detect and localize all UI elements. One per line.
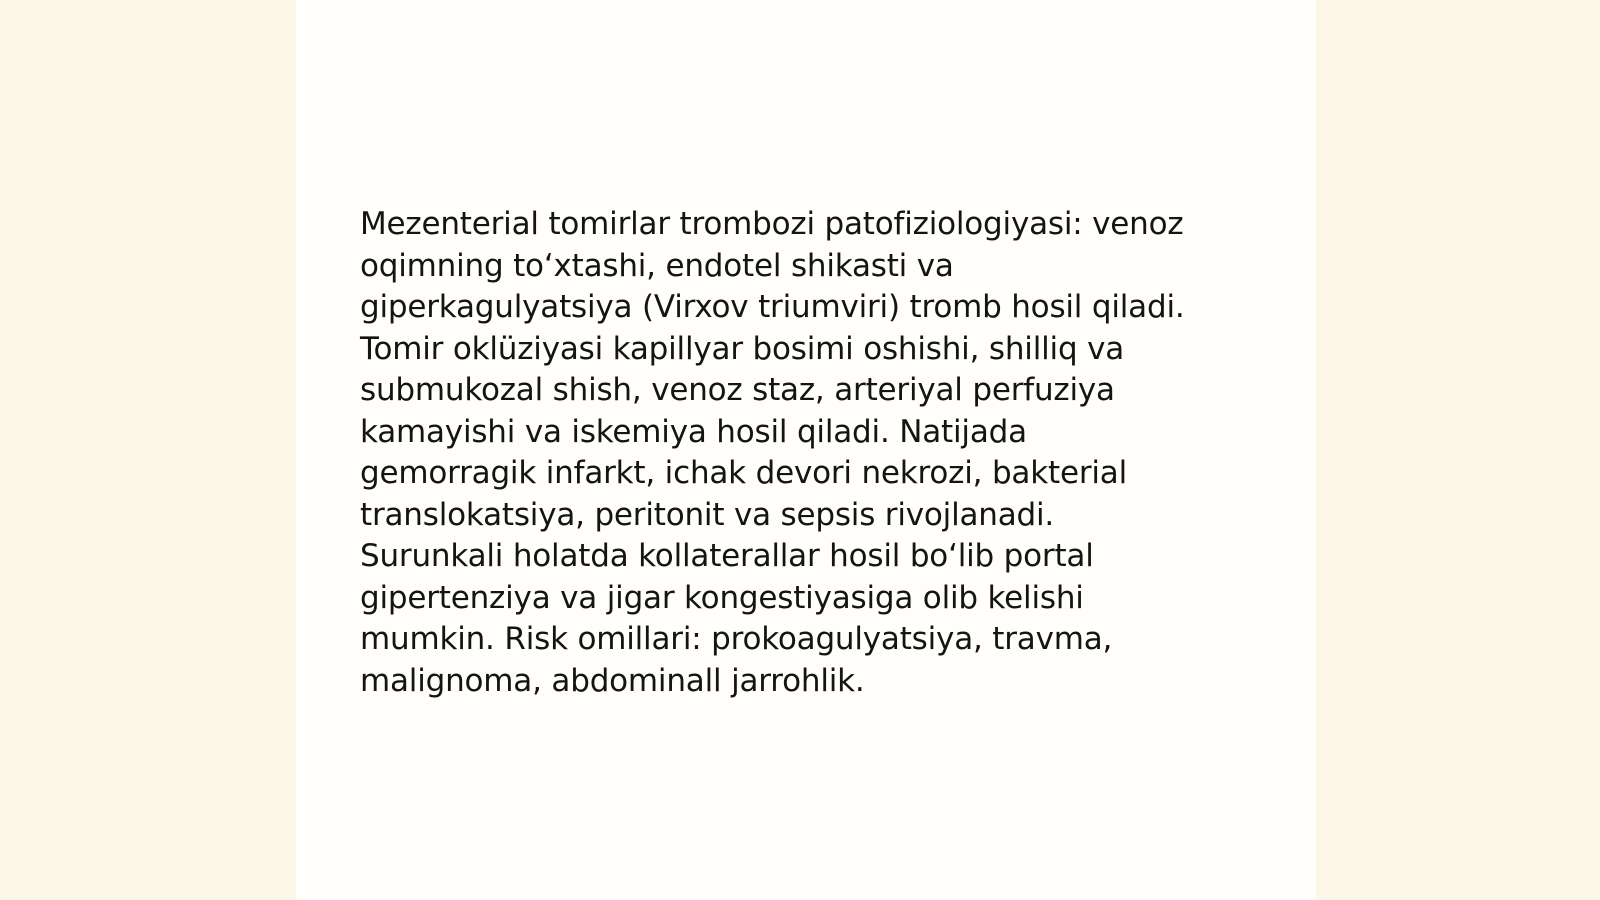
text-line: Surunkali holatda kollaterallar hosil bo‘lib portal [360,538,1094,574]
text-line: mumkin. Risk omillari: prokoagulyatsiya, travma, [360,621,1113,657]
text-line: gipertenziya va jigar kongestiyasiga olib kelishi [360,579,1084,616]
text-line: translokatsiya, peritonit va sepsis rivojlanadi. [360,496,1055,533]
document-page [296,0,1316,900]
text-line: gemorragik infarkt, ichak devori nekrozi, bakterial [360,455,1127,491]
text-line: submukozal shish, venoz staz, arteriyal perfuziya [360,372,1115,408]
text-line: kamayishi va iskemiya hosil qiladi. Natijada [360,413,1027,450]
body-paragraph [360,204,1260,702]
text-line: malignoma, abdominall jarrohlik. [360,662,865,699]
text-line: oqimning to‘xtashi, endotel shikasti va [360,247,954,284]
text-line: Mezenterial tomirlar trombozi patofiziologiyasi: venoz [360,206,1184,242]
text-line: Tomir oklüziyasi kapillyar bosimi oshishi, shilliq va [360,330,1125,367]
text-line: giperkagulyatsiya (Virxov triumviri) tromb hosil qiladi. [360,289,1185,325]
